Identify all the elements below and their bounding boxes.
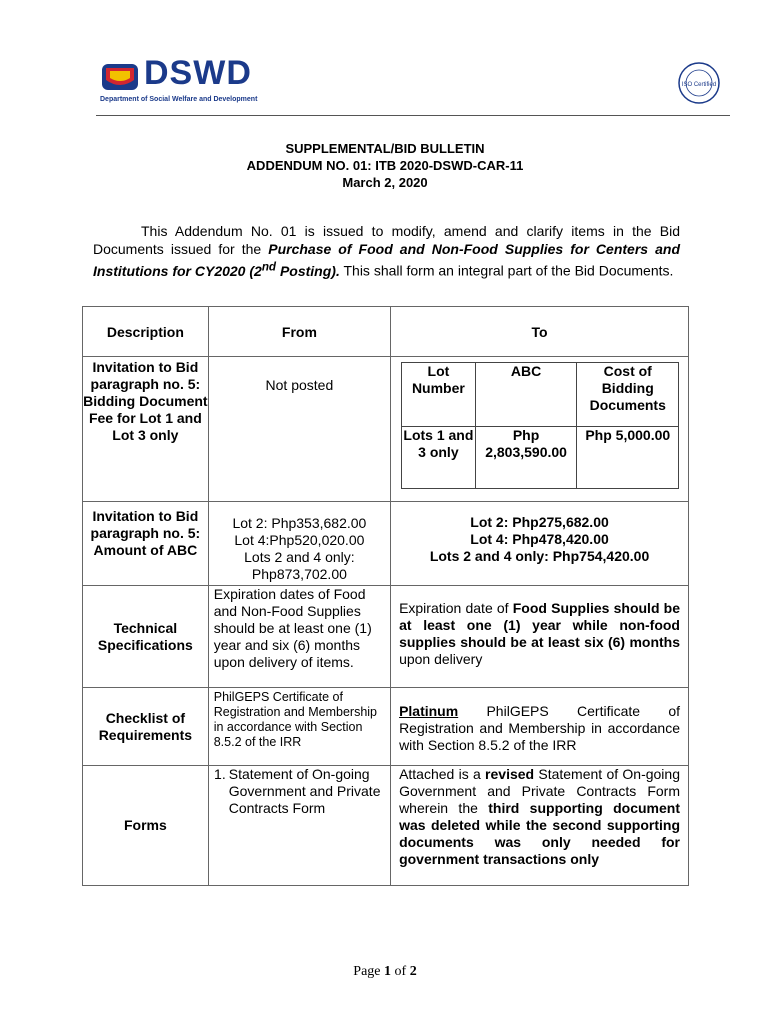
header-from: From — [208, 307, 390, 357]
header-description: Description — [83, 307, 209, 357]
row5-description: Forms — [83, 766, 209, 886]
to-line: Lot 4: Php478,420.00 — [470, 531, 609, 547]
row2-to — [391, 502, 689, 586]
title-line-1: SUPPLEMENTAL/BID BULLETIN — [285, 141, 485, 156]
table-row — [83, 586, 689, 688]
logo-subtitle: Department of Social Welfare and Development — [100, 96, 258, 103]
fee-lot: Lots 1 and 3 only — [402, 427, 476, 489]
from-line: Lot 4:Php520,020.00 — [234, 532, 365, 548]
to-bold: third supporting document was deleted while the second supporting documents was only needed for government transactions only — [399, 800, 680, 867]
fee-header-row — [402, 363, 679, 427]
to-text: PhilGEPS Certificate of Registration and Membership in accordance with Section 8.5.2 of the IRR — [399, 703, 680, 753]
intro-bold-2: Posting). — [276, 262, 340, 279]
row1-to — [391, 357, 689, 502]
row2-description: Invitation to Bid paragraph no. 5: Amount of ABC — [83, 502, 209, 586]
to-bold: Platinum — [399, 703, 459, 719]
footer-page: Page — [353, 964, 381, 979]
from-line: Lots 2 and 4 only: — [244, 549, 355, 565]
intro-text: This Addendum No. 01 is issued to modify, amend and clarify items in the Bid Documents issued for the — [93, 223, 680, 257]
row3-from: Expiration dates of Food and Non-Food Supplies should be at least one (1) year and six (6) months upon delivery of items. — [208, 586, 390, 688]
row4-description: Checklist of Requirements — [83, 688, 209, 766]
row4-to — [391, 688, 689, 766]
fee-header-cost: Cost of Bidding Documents — [577, 363, 679, 427]
to-text: upon delivery — [399, 651, 483, 667]
seal-text: ISO Certified — [681, 82, 717, 88]
to-bold: Food Supplies should be at least one (1) year while non-food supplies should be at least six (6) months — [399, 600, 680, 650]
fee-data-row — [402, 427, 679, 489]
page-footer — [0, 964, 770, 980]
fee-abc: Php 2,803,590.00 — [475, 427, 577, 489]
footer-total: 2 — [409, 964, 417, 979]
to-line: Lots 2 and 4 only: Php754,420.00 — [429, 548, 650, 564]
intro-sup: nd — [261, 260, 277, 273]
table-row — [83, 502, 689, 586]
row5-from — [208, 766, 390, 886]
title-line-2: ADDENDUM NO. 01: ITB 2020-DSWD-CAR-11 — [246, 158, 524, 173]
header-to: To — [391, 307, 689, 357]
addendum-table — [82, 306, 689, 886]
row3-to — [391, 586, 689, 688]
to-line: Lot 2: Php275,682.00 — [470, 514, 609, 530]
from-text: Statement of On-going Government and Private Contracts Form — [228, 766, 381, 816]
table-row — [83, 766, 689, 886]
row1-from: Not posted — [208, 357, 390, 502]
title-date: March 2, 2020 — [342, 175, 428, 190]
bulletin-title — [0, 140, 770, 191]
row5-to — [391, 766, 689, 886]
logo-text: DSWD — [144, 54, 252, 92]
to-text: Statement of On-going Government and Private Contracts Form wherein the — [399, 766, 680, 816]
dswd-emblem-icon — [100, 60, 140, 94]
footer-num: 1 — [384, 964, 392, 979]
letterhead — [96, 54, 736, 114]
footer-of: of — [394, 964, 407, 979]
to-text: Attached is a — [399, 766, 486, 782]
intro-bold: Purchase of Food and Non-Food Supplies for Centers and Institutions for CY2020 (2 — [93, 241, 680, 279]
to-bold: revised — [485, 766, 535, 782]
table-row — [83, 688, 689, 766]
row4-from: PhilGEPS Certificate of Registration and Membership in accordance with Section 8.5.2 of the IRR — [208, 688, 390, 766]
to-text: Expiration date of — [399, 600, 513, 616]
fee-cost: Php 5,000.00 — [577, 427, 679, 489]
iso-certified-seal-icon — [670, 58, 728, 108]
table-header-row — [83, 307, 689, 357]
intro-text-2: This shall form an integral part of the Bid Documents. — [339, 262, 674, 279]
row3-description: Technical Specifications — [83, 586, 209, 688]
fee-header-lot: Lot Number — [402, 363, 476, 427]
from-line: Lot 2: Php353,682.00 — [232, 515, 367, 531]
row2-from — [208, 502, 390, 586]
row1-description: Invitation to Bid paragraph no. 5: Bidding Document Fee for Lot 1 and Lot 3 only — [83, 357, 209, 502]
from-line: Php873,702.00 — [251, 566, 347, 582]
fee-header-abc: ABC — [475, 363, 577, 427]
intro-paragraph — [93, 222, 680, 280]
header-rule — [96, 115, 730, 116]
bidding-fee-table — [401, 362, 679, 489]
table-row — [83, 357, 689, 502]
list-number: 1. — [214, 766, 226, 782]
